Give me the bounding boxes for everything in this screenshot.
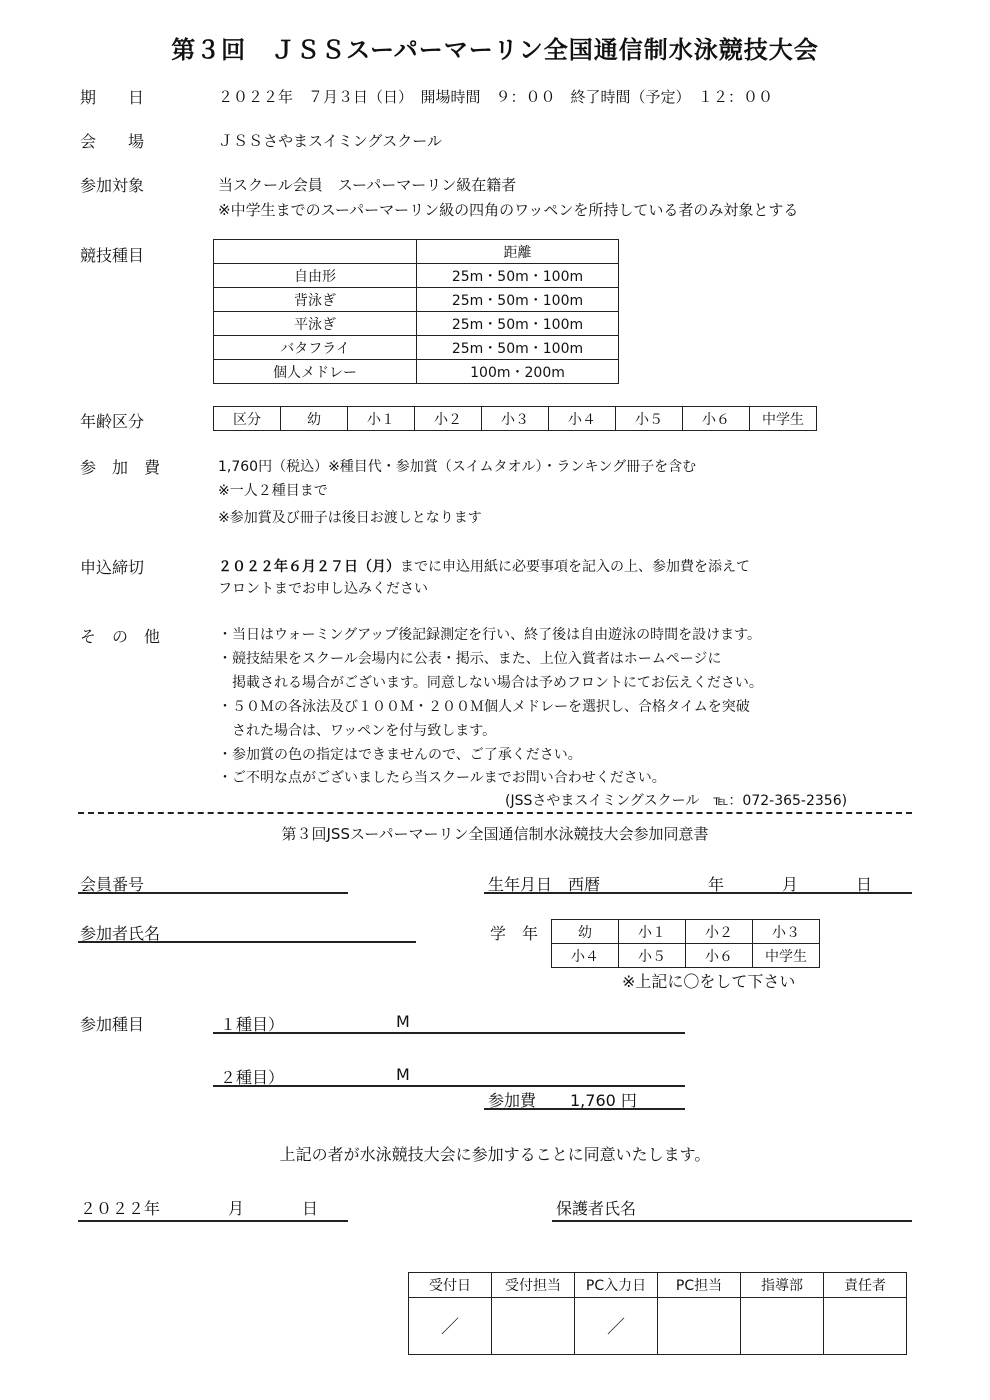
guardian-field[interactable] xyxy=(552,1220,912,1222)
office-header: 受付日 xyxy=(409,1273,492,1298)
age-cell: 小４ xyxy=(549,407,616,431)
office-cell[interactable]: ／ xyxy=(409,1298,492,1355)
table-row xyxy=(214,336,619,360)
form-fee-line xyxy=(484,1108,685,1110)
event1-unit: M xyxy=(396,1012,410,1031)
event-name: 平泳ぎ xyxy=(214,312,417,336)
deadline-date: ２０２２年６月２７日（月） xyxy=(218,559,400,575)
grade-label: 学 年 xyxy=(490,924,539,943)
date-value: ２０２２年 ７月３日（日） 開場時間 ９：００ 終了時間（予定） １２：００ xyxy=(218,88,774,106)
date-month-label: 月 xyxy=(228,1199,245,1218)
age-cell: 区分 xyxy=(214,407,281,431)
age-table xyxy=(213,406,817,431)
event2-unit: M xyxy=(396,1065,410,1084)
deadline-line1 xyxy=(218,556,750,576)
other-line: ・５０Ｍの各泳法及び１００Ｍ・２００Ｍ個人メドレーを選択し、合格タイムを突破 xyxy=(218,699,750,715)
birth-day-label: 日 xyxy=(856,875,873,894)
office-header-row xyxy=(409,1273,907,1298)
venue-label: 会 場 xyxy=(80,132,145,151)
office-header: PC担当 xyxy=(658,1273,741,1298)
office-header: 指導部 xyxy=(741,1273,824,1298)
office-use-table xyxy=(408,1272,907,1355)
consent-text: 上記の者が水泳競技大会に参加することに同意いたします。 xyxy=(279,1145,711,1164)
birth-label: 生年月日 西暦 xyxy=(488,875,601,894)
grade-row xyxy=(552,920,820,944)
age-cell: 中学生 xyxy=(750,407,817,431)
table-row xyxy=(214,312,619,336)
age-cell: 小１ xyxy=(348,407,415,431)
office-cell[interactable] xyxy=(492,1298,575,1355)
form-title: 第３回JSSスーパーマーリン全国通信制水泳競技大会参加同意書 xyxy=(281,825,709,843)
event1-label: １種目） xyxy=(220,1015,285,1034)
other-line: ・当日はウォーミングアップ後記録測定を行い、終了後は自由遊泳の時間を設けます。 xyxy=(218,627,762,643)
cut-line xyxy=(78,812,912,814)
deadline-label: 申込締切 xyxy=(80,558,145,577)
birth-year-label: 年 xyxy=(708,875,725,894)
other-line: ・参加賞の色の指定はできませんので、ご了承ください。 xyxy=(218,747,582,763)
date-year-label: ２０２２年 xyxy=(80,1199,161,1218)
event-distance: 25m・50m・100m xyxy=(417,264,619,288)
events-label: 競技種目 xyxy=(80,246,145,265)
target-label: 参加対象 xyxy=(80,176,145,195)
event-name: バタフライ xyxy=(214,336,417,360)
office-cell[interactable] xyxy=(658,1298,741,1355)
office-header: 責任者 xyxy=(824,1273,907,1298)
table-row xyxy=(214,264,619,288)
office-value-row xyxy=(409,1298,907,1355)
event2-field[interactable] xyxy=(213,1085,685,1087)
other-line: ・ご不明な点がございましたら当スクールまでお問い合わせください。 xyxy=(218,770,666,786)
event-distance: 100m・200m xyxy=(417,360,619,384)
event2-label: ２種目） xyxy=(220,1068,285,1087)
birth-field[interactable] xyxy=(484,892,912,894)
fee-line2: ※一人２種目まで xyxy=(218,483,328,499)
grade-cell[interactable]: 小４ xyxy=(552,944,619,968)
grade-row xyxy=(552,944,820,968)
office-header: PC入力日 xyxy=(575,1273,658,1298)
fee-line1: 1,760円（税込）※種目代・参加賞（スイムタオル）・ランキング冊子を含む xyxy=(218,459,697,475)
grade-note: ※上記に〇をして下さい xyxy=(622,972,796,991)
form-fee-label: 参加費 xyxy=(488,1091,537,1110)
event-label: 参加種目 xyxy=(80,1015,145,1034)
office-header: 受付担当 xyxy=(492,1273,575,1298)
deadline-line2: フロントまでお申し込みください xyxy=(218,581,428,597)
grade-cell[interactable]: 小３ xyxy=(753,920,820,944)
event-distance: 25m・50m・100m xyxy=(417,288,619,312)
grade-cell[interactable]: 小５ xyxy=(619,944,686,968)
events-header-blank xyxy=(214,240,417,264)
grade-cell[interactable]: 中学生 xyxy=(753,944,820,968)
guardian-label: 保護者氏名 xyxy=(556,1199,637,1218)
age-label: 年齢区分 xyxy=(80,412,145,431)
event-distance: 25m・50m・100m xyxy=(417,312,619,336)
deadline-rest: までに申込用紙に必要事項を記入の上、参加費を添えて xyxy=(400,559,750,575)
events-table xyxy=(213,239,619,384)
age-row xyxy=(214,407,817,431)
page-title: 第３回 ＪＳＳスーパーマーリン全国通信制水泳競技大会 xyxy=(171,36,819,64)
grade-cell[interactable]: 小１ xyxy=(619,920,686,944)
event1-field[interactable] xyxy=(213,1032,685,1034)
grade-table xyxy=(551,919,820,968)
date-day-label: 日 xyxy=(302,1199,319,1218)
date-label: 期 日 xyxy=(80,88,145,107)
target-line2: ※中学生までのスーパーマーリン級の四角のワッペンを所持している者のみ対象とする xyxy=(218,201,799,219)
event-name: 自由形 xyxy=(214,264,417,288)
date-field[interactable] xyxy=(78,1220,348,1222)
office-cell[interactable] xyxy=(741,1298,824,1355)
age-cell: 小６ xyxy=(683,407,750,431)
age-cell: 小２ xyxy=(415,407,482,431)
age-cell: 小５ xyxy=(616,407,683,431)
birth-month-label: 月 xyxy=(782,875,799,894)
grade-cell[interactable]: 小２ xyxy=(686,920,753,944)
office-cell[interactable]: ／ xyxy=(575,1298,658,1355)
member-no-label: 会員番号 xyxy=(80,875,145,894)
event-name: 背泳ぎ xyxy=(214,288,417,312)
event-name: 個人メドレー xyxy=(214,360,417,384)
target-line1: 当スクール会員 スーパーマーリン級在籍者 xyxy=(218,176,517,194)
other-line: ・競技結果をスクール会場内に公表・掲示、また、上位入賞者はホームページに xyxy=(218,651,722,667)
table-row xyxy=(214,288,619,312)
event-distance: 25m・50m・100m xyxy=(417,336,619,360)
events-header-row xyxy=(214,240,619,264)
other-line: された場合は、ワッペンを付与致します。 xyxy=(218,723,497,739)
age-cell: 幼 xyxy=(281,407,348,431)
office-cell[interactable] xyxy=(824,1298,907,1355)
name-label: 参加者氏名 xyxy=(80,924,161,943)
table-row xyxy=(214,360,619,384)
contact-line: (JSSさやまスイミングスクール ℡：072-365-2356) xyxy=(505,793,848,809)
grade-cell[interactable]: 幼 xyxy=(552,920,619,944)
grade-cell[interactable]: 小６ xyxy=(686,944,753,968)
age-cell: 小３ xyxy=(482,407,549,431)
fee-line3: ※参加賞及び冊子は後日お渡しとなります xyxy=(218,510,482,526)
fee-label: 参 加 費 xyxy=(80,458,161,477)
form-fee-value: 1,760 円 xyxy=(570,1091,637,1110)
member-no-field[interactable] xyxy=(78,892,348,894)
other-line: 掲載される場合がございます。同意しない場合は予めフロントにてお伝えください。 xyxy=(218,675,763,691)
name-field[interactable] xyxy=(78,941,416,943)
venue-value: ＪＳＳさやまスイミングスクール xyxy=(218,132,442,150)
other-label: そ の 他 xyxy=(80,627,161,646)
events-header-distance: 距離 xyxy=(417,240,619,264)
